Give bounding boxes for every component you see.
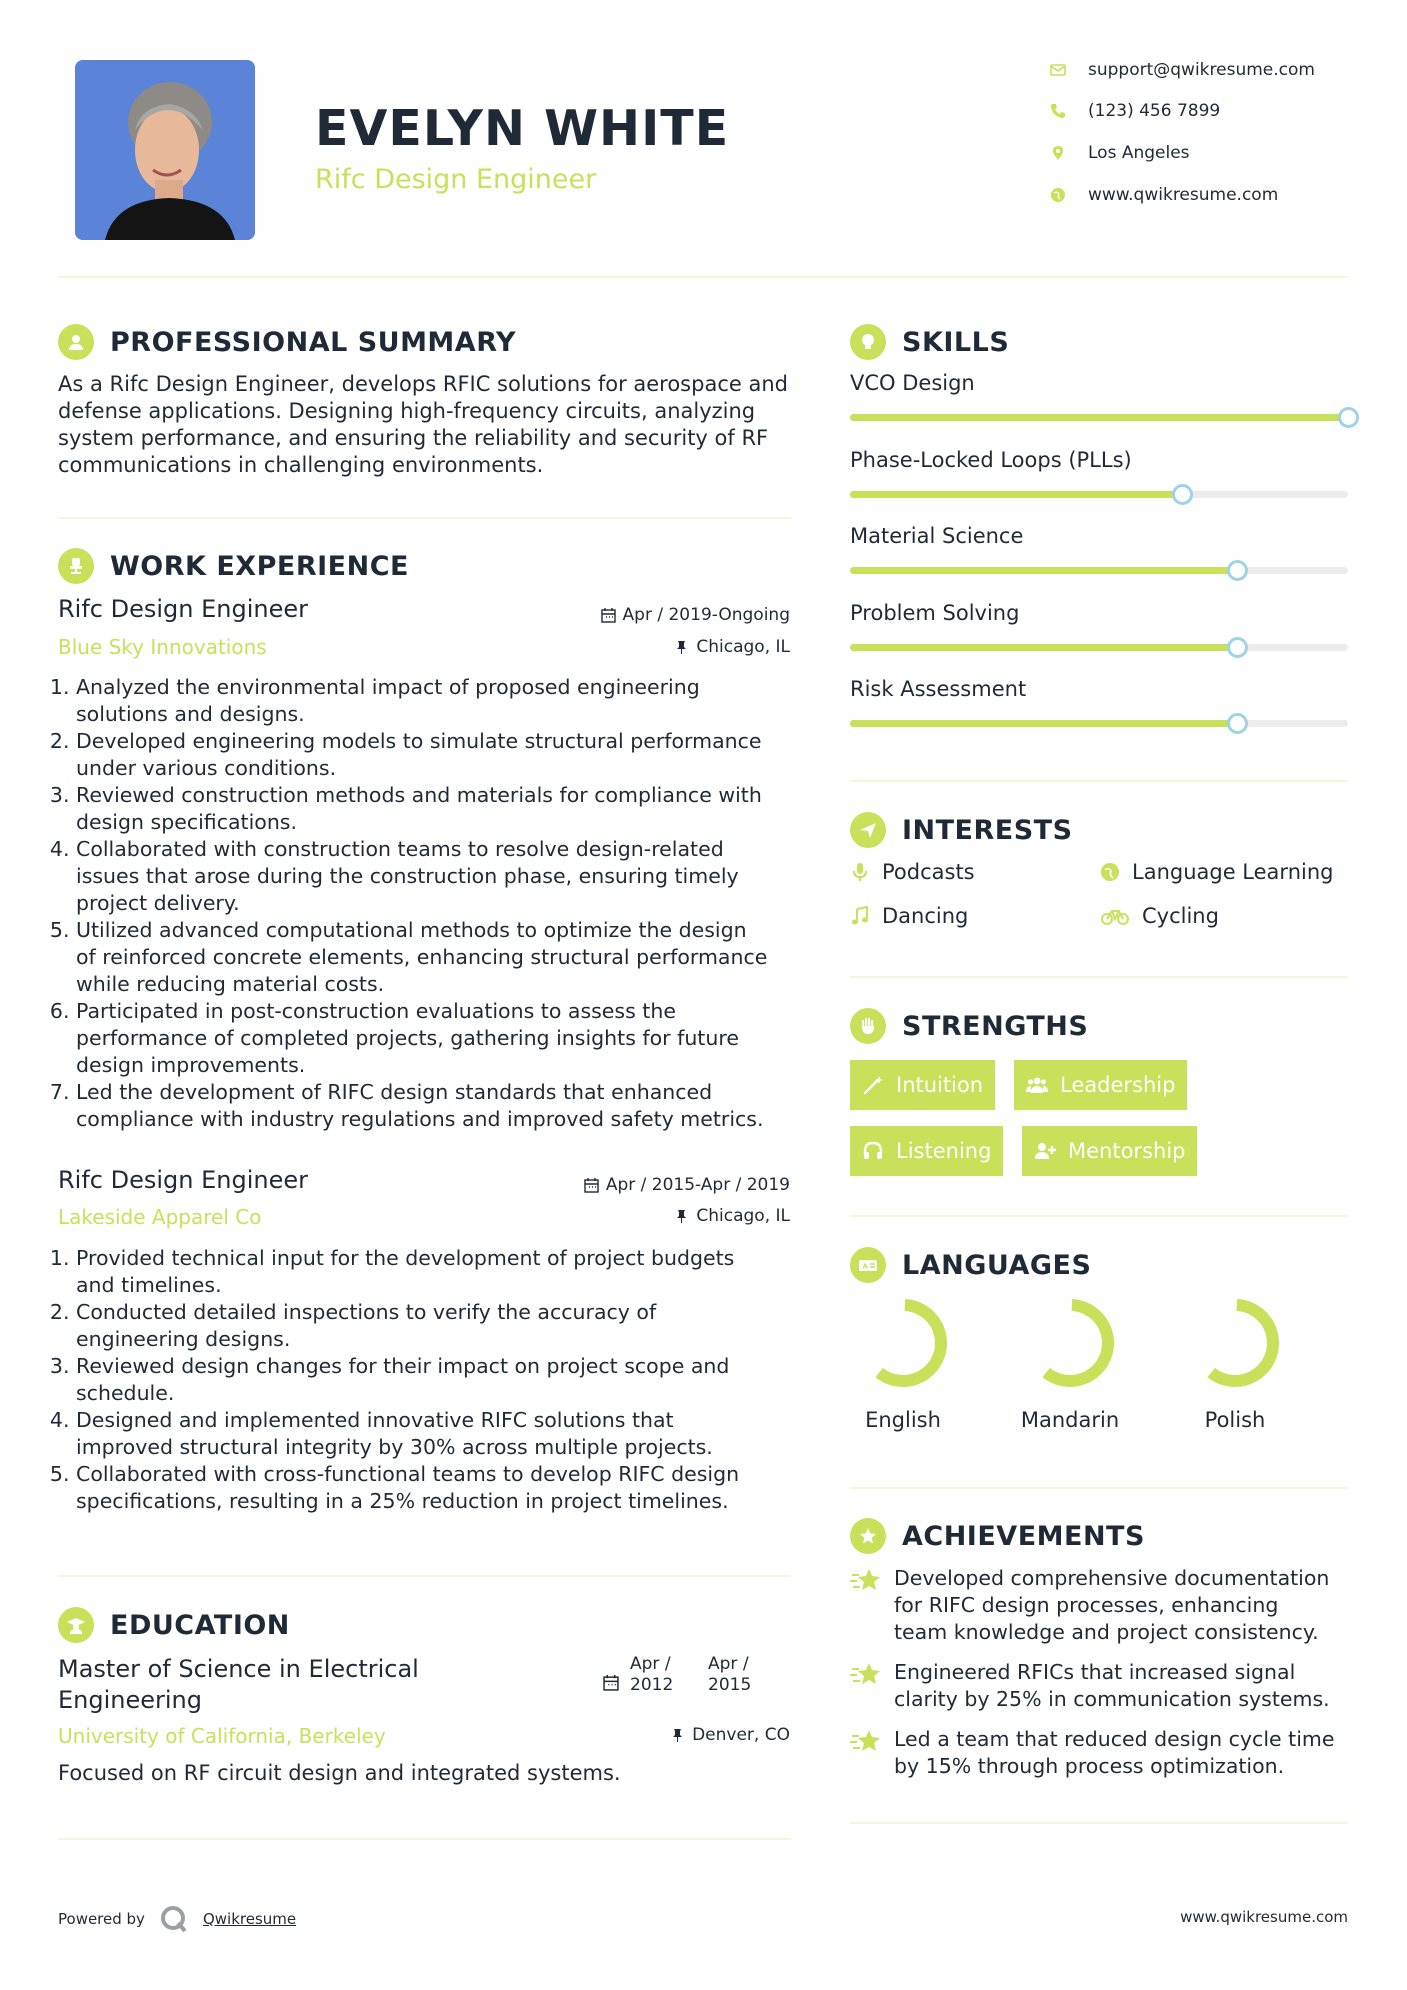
strengths-divider [850, 1215, 1348, 1217]
strengths-title-text: STRENGTHS [902, 1010, 1089, 1042]
list-item: 1. Provided technical input for the development of project budgets and timelines. [76, 1245, 803, 1299]
summary-line: defense applications. Designing high-frequency circuits, analyzing [58, 399, 756, 423]
job-location [500, 637, 790, 657]
language-label: English [865, 1408, 941, 1432]
skill-bar-track [850, 567, 1348, 574]
skill-item [850, 448, 1348, 525]
strength-tag-listening: Listening [850, 1126, 1003, 1176]
language-level-ring [1155, 1298, 1315, 1398]
skill-bar-fill [850, 414, 1348, 421]
summary-line: communications in challenging environments. [58, 453, 544, 477]
skill-item [850, 601, 1348, 678]
calendar-icon [603, 1675, 619, 1691]
list-item: 3. Reviewed construction methods and materials for compliance with design specifications. [76, 782, 803, 836]
education-description: Focused on RF circuit design and integrated systems. [58, 1761, 621, 1785]
achievements-section-title [850, 1518, 1145, 1554]
summary-line: As a Rifc Design Engineer, develops RFIC solutions for aerospace and [58, 372, 788, 396]
interests-divider [850, 976, 1348, 978]
pushpin-icon [670, 1728, 685, 1743]
work-title-text: WORK EXPERIENCE [110, 550, 409, 582]
education-location [500, 1725, 790, 1745]
language-item [823, 1298, 983, 1448]
strengths-section-title [850, 1008, 1088, 1044]
language-label: Mandarin [1020, 1408, 1120, 1432]
achievement-item: Developed comprehensive documentation for RIFC design processes, enhancing team knowledge and project consistency. [850, 1565, 1350, 1646]
skill-level-knob [1227, 637, 1248, 658]
user-icon [58, 324, 94, 360]
contact-location [1050, 143, 1370, 163]
summary-line: system performance, and ensuring the reliability and security of RF [58, 426, 769, 450]
job-date-text: Apr / 2019-Ongoing [622, 605, 790, 625]
language-level-arc [879, 1305, 941, 1381]
summary-divider [58, 517, 791, 519]
header-divider [58, 276, 1348, 278]
summary-text [58, 371, 798, 479]
job-location-text: Chicago, IL [696, 637, 790, 657]
pushpin-icon [674, 1209, 689, 1224]
group-icon [1026, 1074, 1048, 1096]
map-pin-icon [1050, 145, 1066, 161]
education-start-date: Apr / 2012 [630, 1654, 674, 1695]
interests-section-title [850, 812, 1073, 848]
achievements-divider [850, 1822, 1348, 1824]
skills-divider [850, 780, 1348, 782]
contact-phone[interactable] [1050, 101, 1370, 121]
list-item: 5. Collaborated with cross-functional teams to develop RIFC design specifications, resulting in a 25% reduction in project timelines. [76, 1461, 803, 1515]
lightbulb-icon [850, 324, 886, 360]
svg-text:A: A [862, 1262, 869, 1271]
education-location-text: Denver, CO [692, 1725, 790, 1745]
portrait-image [75, 60, 255, 240]
language-level-ring [990, 1298, 1150, 1398]
list-item: 6. Participated in post-construction evaluations to assess the performance of completed projects, gathering insights for future design improvements. [76, 998, 803, 1079]
language-icon [850, 1247, 886, 1283]
skill-label: Material Science [850, 524, 1024, 548]
list-item: 2. Conducted detailed inspections to verify the accuracy of engineering designs. [76, 1299, 803, 1353]
skill-item [850, 524, 1348, 601]
skill-bar-track [850, 491, 1348, 498]
interest-item: Language Learning [1100, 860, 1333, 884]
list-item: 1. Analyzed the environmental impact of proposed engineering solutions and designs. [76, 674, 803, 728]
star-icon [850, 1659, 884, 1689]
languages-title-text: LANGUAGES [902, 1249, 1092, 1281]
strength-tag-intuition: Intuition [850, 1060, 995, 1110]
list-item: 5. Utilized advanced computational methods to optimize the design of reinforced concrete elements, enhancing structural performance while reducing material costs. [76, 917, 803, 998]
profile-photo [75, 60, 255, 240]
skill-label: Problem Solving [850, 600, 1020, 625]
footer-powered-by [58, 1904, 296, 1934]
skill-bar-fill [850, 567, 1237, 574]
hand-icon [850, 1008, 886, 1044]
skill-item [850, 677, 1348, 754]
achievements-title-text: ACHIEVEMENTS [902, 1520, 1145, 1552]
skill-label: VCO Design [850, 371, 975, 395]
education-title-text: EDUCATION [110, 1609, 290, 1641]
interests-title-text: INTERESTS [902, 814, 1073, 846]
office-chair-icon [58, 548, 94, 584]
candidate-name: EVELYN WHITE [315, 100, 730, 157]
work-divider [58, 1575, 791, 1577]
language-item [1155, 1298, 1315, 1448]
skill-level-knob [1227, 560, 1248, 581]
calendar-icon [601, 608, 616, 623]
candidate-role: Rifc Design Engineer [315, 164, 597, 195]
achievement-item: Led a team that reduced design cycle time by 15% through process optimization. [850, 1726, 1350, 1780]
star-icon [850, 1726, 884, 1756]
skill-bar-track [850, 720, 1348, 727]
job-date [500, 1175, 790, 1195]
job-duties-list [58, 1245, 803, 1515]
school-name: University of California, Berkeley [58, 1724, 386, 1748]
list-item: 7. Led the development of RIFC design standards that enhanced compliance with industry regulations and improved safety metrics. [76, 1079, 803, 1133]
summary-section-title [58, 324, 516, 360]
skill-level-knob [1172, 484, 1193, 505]
graduate-icon [58, 1607, 94, 1643]
paper-plane-icon [850, 812, 886, 848]
job-date-text: Apr / 2015-Apr / 2019 [605, 1175, 790, 1195]
languages-list [830, 1298, 1350, 1448]
skill-item [850, 371, 1348, 448]
language-level-arc [1211, 1305, 1273, 1381]
skill-bar-fill [850, 720, 1237, 727]
degree-title: Master of Science in Electrical Engineering [58, 1655, 419, 1714]
interest-item: Cycling [1100, 904, 1219, 928]
job-duties-list [58, 674, 803, 1133]
qwikresume-link[interactable]: Qwikresume [202, 1910, 297, 1928]
interest-item: Podcasts [850, 860, 975, 884]
star-icon [850, 1565, 884, 1595]
job-date [500, 605, 790, 625]
star-badge-icon [850, 1518, 886, 1554]
job-location [500, 1206, 790, 1226]
skill-bar-fill [850, 491, 1182, 498]
contact-website[interactable] [1050, 185, 1370, 205]
music-note-icon [850, 906, 870, 926]
job-company: Blue Sky Innovations [58, 635, 267, 659]
language-item [990, 1298, 1150, 1448]
list-item: 4. Designed and implemented innovative RIFC solutions that improved structural integrity by 30% across multiple projects. [76, 1407, 803, 1461]
skill-level-knob [1338, 407, 1359, 428]
contact-email[interactable] [1050, 60, 1370, 80]
magic-wand-icon [862, 1074, 884, 1096]
footer-website[interactable]: www.qwikresume.com [1180, 1908, 1348, 1926]
job-company: Lakeside Apparel Co [58, 1205, 262, 1229]
work-section-title [58, 548, 409, 584]
headphones-icon [862, 1140, 884, 1162]
contact-location-text: Los Angeles [1088, 143, 1190, 163]
calendar-icon [584, 1178, 599, 1193]
skills-section-title [850, 324, 1009, 360]
interest-item: Dancing [850, 904, 968, 928]
globe-icon [1050, 187, 1066, 203]
skills-title-text: SKILLS [902, 326, 1010, 358]
strength-tag-leadership: Leadership [1014, 1060, 1187, 1110]
languages-section-title [850, 1247, 1091, 1283]
envelope-icon [1050, 62, 1066, 78]
summary-title-text: PROFESSIONAL SUMMARY [110, 326, 517, 358]
achievement-item: Engineered RFICs that increased signal clarity by 25% in communication systems. [850, 1659, 1350, 1713]
powered-by-text: Powered by [58, 1910, 145, 1928]
contact-email-text: support@qwikresume.com [1088, 60, 1315, 80]
languages-divider [850, 1487, 1348, 1489]
skill-label: Phase-Locked Loops (PLLs) [850, 447, 1132, 472]
contact-phone-text: (123) 456 7899 [1088, 101, 1221, 121]
language-label: Polish [1204, 1408, 1266, 1432]
skill-bar-track [850, 644, 1348, 651]
language-level-ring [823, 1298, 983, 1398]
bicycle-icon [1100, 906, 1130, 926]
education-section-title [58, 1607, 290, 1643]
job-location-text: Chicago, IL [696, 1206, 790, 1226]
microphone-icon [850, 862, 870, 882]
skill-bar-track [850, 414, 1348, 421]
user-plus-icon [1034, 1140, 1056, 1162]
strength-tag-mentorship: Mentorship [1022, 1126, 1197, 1176]
education-end-date: Apr / 2015 [708, 1654, 752, 1695]
education-divider [58, 1838, 791, 1840]
job-title: Rifc Design Engineer [58, 595, 308, 623]
pushpin-icon [674, 640, 689, 655]
qwikresume-logo-icon [159, 1904, 189, 1934]
skill-label: Risk Assessment [850, 677, 1027, 701]
skill-level-knob [1227, 713, 1248, 734]
job-title: Rifc Design Engineer [58, 1166, 308, 1194]
list-item: 3. Reviewed design changes for their impact on project scope and schedule. [76, 1353, 803, 1407]
language-level-arc [1046, 1305, 1108, 1381]
contact-website-text: www.qwikresume.com [1088, 185, 1279, 205]
list-item: 4. Collaborated with construction teams to resolve design-related issues that arose during the construction phase, ensuring timely project delivery. [76, 836, 803, 917]
list-item: 2. Developed engineering models to simulate structural performance under various conditions. [76, 728, 803, 782]
globe-icon [1100, 862, 1120, 882]
phone-icon [1050, 103, 1066, 119]
skill-bar-fill [850, 644, 1237, 651]
